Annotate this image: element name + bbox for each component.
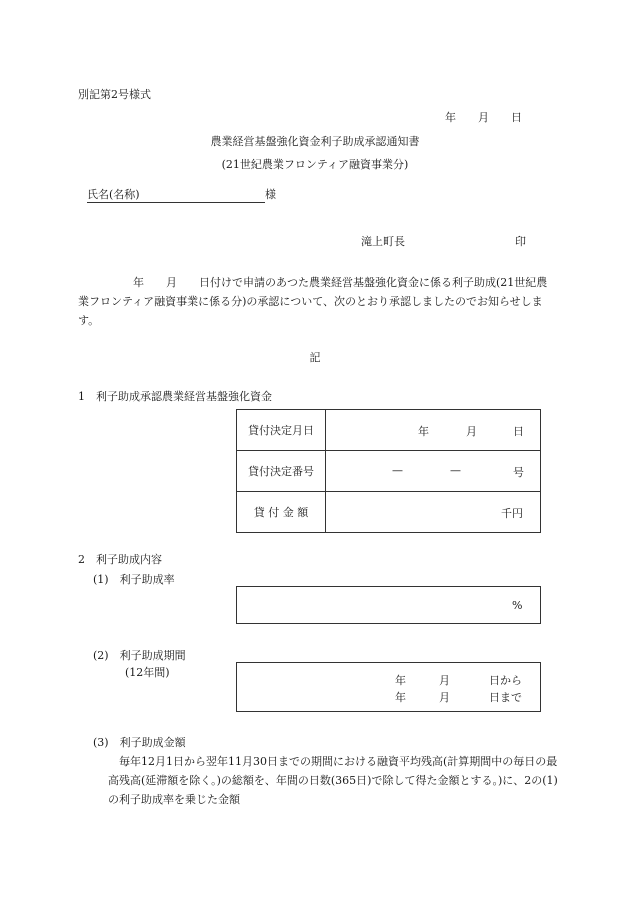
document-title: 農業経営基盤強化資金利子助成承認通知書 [210,135,420,148]
amount-label: (3) 利子助成金額 [93,736,186,749]
loan-amount-label: 貸 付 金 額 [237,492,326,533]
sender-name: 滝上町長 [361,235,405,248]
name-field [87,186,265,203]
date-day: 日 [513,425,524,438]
form-label: 別記第2号様式 [78,88,151,101]
from-year: 年 [395,674,406,687]
loan-amount-value [326,492,541,533]
amount-text: 毎年12月1日から翌年11月30日までの期間における融資平均残高(計算期間中の毎日の最高残高(延滞額を除く。)の総額を、年間の日数(365日)で除して得た金額とする。)に、2の(1)の利子助成率を乗じた金額 [108,755,558,806]
table-row [237,492,541,533]
from-day: 日から [489,674,522,687]
loan-date-value [326,410,541,451]
loan-number-value [326,451,541,492]
to-month: 月 [439,691,450,704]
period-note: (12年間) [125,666,170,679]
table-row [237,451,541,492]
date-year: 年 [418,425,429,438]
date-month: 月 [466,425,477,438]
name-label: 氏名(名称) [87,188,140,201]
document-subtitle: (21世紀農業フロンティア融資事業分) [221,158,409,171]
number-dash-2: — [450,464,461,477]
loan-number-label: 貸付決定番号 [237,451,326,492]
number-dash-1: — [392,464,403,477]
date-header: 年 月 日 [445,111,522,124]
section1-heading: 1 利子助成承認農業経営基盤強化資金 [78,390,272,403]
amount-unit: 千円 [501,507,523,520]
section2-heading: 2 利子助成内容 [78,553,162,566]
addressee-line [87,186,276,203]
ki-heading: 記 [309,351,321,364]
number-suffix: 号 [513,466,524,479]
intro-paragraph: 年 月 日付けで申請のあつた農業経営基盤強化資金に係る利子助成(21世紀農業フロンティア融資事業に係る分)の承認について、次のとおり承認しましたのでお知らせします。 [78,276,548,327]
from-month: 月 [439,674,450,687]
table-row [237,410,541,451]
rate-box [236,586,541,624]
honorific: 様 [265,188,276,201]
seal-mark: 印 [515,235,526,248]
period-label: (2) 利子助成期間 [93,649,186,662]
to-year: 年 [395,691,406,704]
loan-info-table [236,409,541,533]
period-box [236,662,541,712]
rate-label: (1) 利子助成率 [93,573,175,586]
loan-date-label: 貸付決定月日 [237,410,326,451]
to-day: 日まで [489,691,522,704]
rate-unit: % [512,599,523,612]
